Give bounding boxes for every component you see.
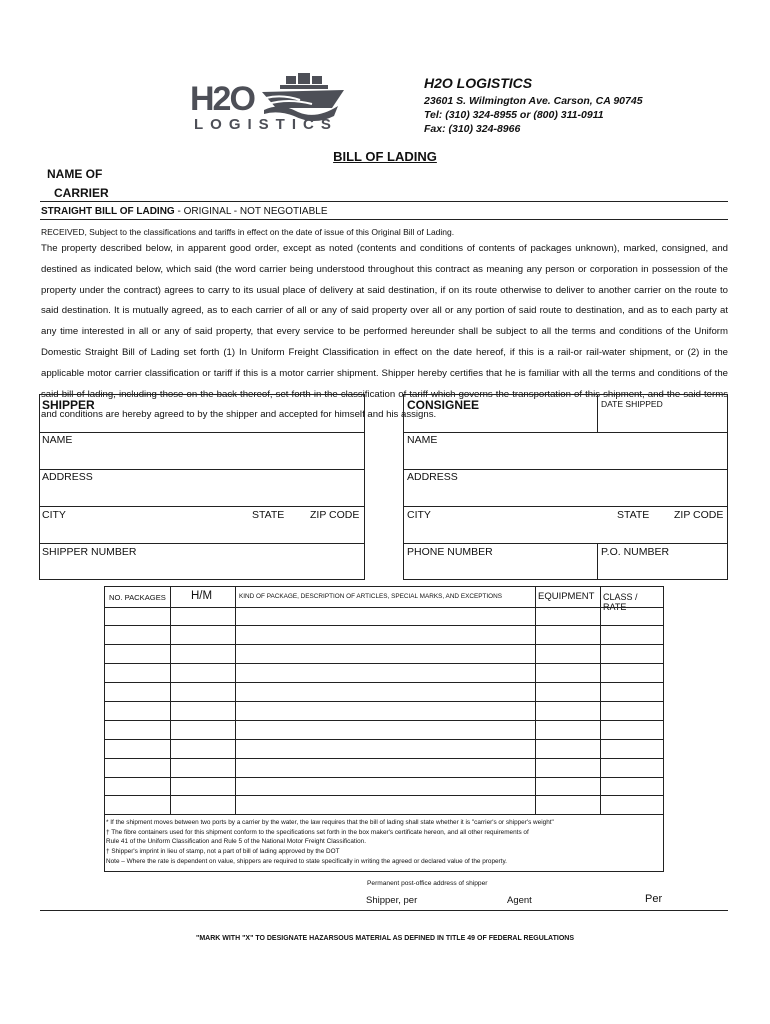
consignee-heading: CONSIGNEE (407, 398, 480, 412)
straight-line (40, 219, 728, 220)
terms-paragraph: The property described below, in apparent good order, except as noted (contents and conditions of contents of packages unknown), marked, consigned, and destined as indicated below, which said (the word carrier being understood throughout this contract as meaning any person or corporation in possession of the property under the contract) agrees to carry to its usual place of delivery at said destination, if on its route otherwise to deliver to another carrier on the route to said destination. It is mutually agreed, as to each carrier of all or any of said property over all or any portion of said route to destination, and as to each party at any time interested in all or any of said property, that every service to be performed hereunder shall be subject to all the terms and conditions of the Uniform Domestic Straight Bill of Lading set forth (1) In Uniform Freight Classification in effect on the date hereof, if this is a rail-or rail-water shipment, or (2) in the applicable motor carrier classification or tariff if this is a motor carrier shipment. Shipper hereby certifies that he is familiar with all the terms and conditions of the said bill of lading, including those on the back thereof, set forth in the classification of tariff which governs the transportation of this shipment, and the said terms and conditions are hereby agreed to by the shipper and accepted for himself and his assigns. (41, 243, 728, 421)
carrier-label-line2: CARRIER (54, 186, 109, 200)
row-divider (105, 644, 663, 645)
divider (40, 506, 364, 507)
company-fax: Fax: (310) 324-8966 (424, 123, 521, 135)
consignee-city-field[interactable]: CITY (407, 509, 431, 521)
col-header-packages: NO. PACKAGES (109, 593, 166, 602)
row-divider (105, 701, 663, 702)
per-label: Per (645, 893, 663, 905)
company-name: H2O LOGISTICS (424, 75, 533, 91)
row-divider (105, 682, 663, 683)
note-line: Note – Where the rate is dependent on value, shippers are required to state specifically in writing the agreed or declared value of the property. (106, 857, 507, 865)
consignee-phone-field[interactable]: PHONE NUMBER (407, 546, 493, 558)
straight-bol-bold: STRAIGHT BILL OF LADING (41, 206, 175, 217)
company-tel: Tel: (310) 324-8955 or (800) 311-0911 (424, 109, 604, 121)
shipper-heading: SHIPPER (42, 398, 95, 412)
shipper-box (39, 394, 365, 580)
shipper-city-field[interactable]: CITY (42, 509, 66, 521)
table-notes (106, 818, 554, 867)
shipper-name-field[interactable]: NAME (42, 434, 73, 446)
row-divider (105, 739, 663, 740)
consignee-address-field[interactable]: ADDRESS (407, 471, 458, 483)
logo-logistics-text: LOGISTICS (194, 116, 338, 133)
note-line: † The fibre containers used for this shipment conform to the specifications set forth in the box maker's certificate hereon, and all other requirements of (106, 828, 529, 836)
col-header-hm: H/M (191, 590, 213, 602)
carrier-label-line1: NAME OF (47, 167, 103, 181)
date-shipped-field[interactable]: DATE SHIPPED (601, 399, 663, 409)
row-divider (105, 814, 663, 815)
consignee-po-field[interactable]: P.O. NUMBER (601, 546, 670, 558)
divider (404, 543, 727, 544)
note-line: † Shipper's imprint in lieu of stamp, not a part of bill of lading approved by the DOT (106, 848, 340, 856)
straight-bol-line (41, 206, 328, 217)
row-divider (105, 758, 663, 759)
note-line: Rule 41 of the Uniform Classification and Rule 5 of the National Motor Freight Classification. (106, 838, 367, 846)
consignee-state-field[interactable]: STATE (617, 509, 650, 521)
col-header-equipment: EQUIPMENT (538, 591, 595, 602)
row-divider (105, 720, 663, 721)
consignee-zip-field[interactable]: ZIP CODE (674, 509, 724, 521)
divider (404, 469, 727, 470)
divider (40, 469, 364, 470)
row-divider (105, 777, 663, 778)
shipper-per-label: Shipper, per (366, 895, 418, 906)
company-logo (190, 70, 350, 136)
straight-bol-rest: - ORIGINAL - NOT NEGOTIABLE (174, 206, 328, 217)
row-divider (105, 607, 663, 608)
divider (597, 395, 598, 432)
col-header-class-rate: CLASS / RATE (603, 592, 638, 612)
logo-h2o-text: H2O (190, 80, 254, 118)
row-divider (105, 663, 663, 664)
divider (597, 543, 598, 580)
note-line: * If the shipment moves between two ports by a carrier by the water, the law requires that the bill of lading shall state whether it is "carrier's or shipper's weight" (106, 819, 554, 826)
permanent-address-label: Permanent post-office address of shipper (367, 880, 488, 887)
consignee-box (403, 394, 728, 580)
col-header-kind: KIND OF PACKAGE, DESCRIPTION OF ARTICLES, SPECIAL MARKS, AND EXCEPTIONS (239, 593, 503, 600)
row-divider (105, 795, 663, 796)
shipper-state-field[interactable]: STATE (252, 509, 285, 521)
hazmat-footer: "MARK WITH "X" TO DESIGNATE HAZARSOUS MATERIAL AS DEFINED IN TITLE 49 OF FEDERAL REGULATIONS (196, 935, 574, 942)
shipper-number-field[interactable]: SHIPPER NUMBER (42, 546, 137, 558)
carrier-line (40, 201, 728, 202)
received-text: RECEIVED, Subject to the classifications and tariffs in effect on the date of issue of this Original Bill of Lading. (41, 227, 455, 237)
shipper-address-field[interactable]: ADDRESS (42, 471, 93, 483)
divider (40, 432, 364, 433)
document-title: BILL OF LADING (333, 149, 437, 164)
ship-icon (258, 70, 350, 122)
divider (40, 543, 364, 544)
row-divider (105, 625, 663, 626)
divider (404, 432, 727, 433)
consignee-name-field[interactable]: NAME (407, 434, 438, 446)
signature-line (40, 910, 728, 911)
company-address: 23601 S. Wilmington Ave. Carson, CA 90745 (424, 95, 643, 107)
shipper-zip-field[interactable]: ZIP CODE (310, 509, 360, 521)
divider (404, 506, 727, 507)
agent-label: Agent (507, 895, 532, 906)
